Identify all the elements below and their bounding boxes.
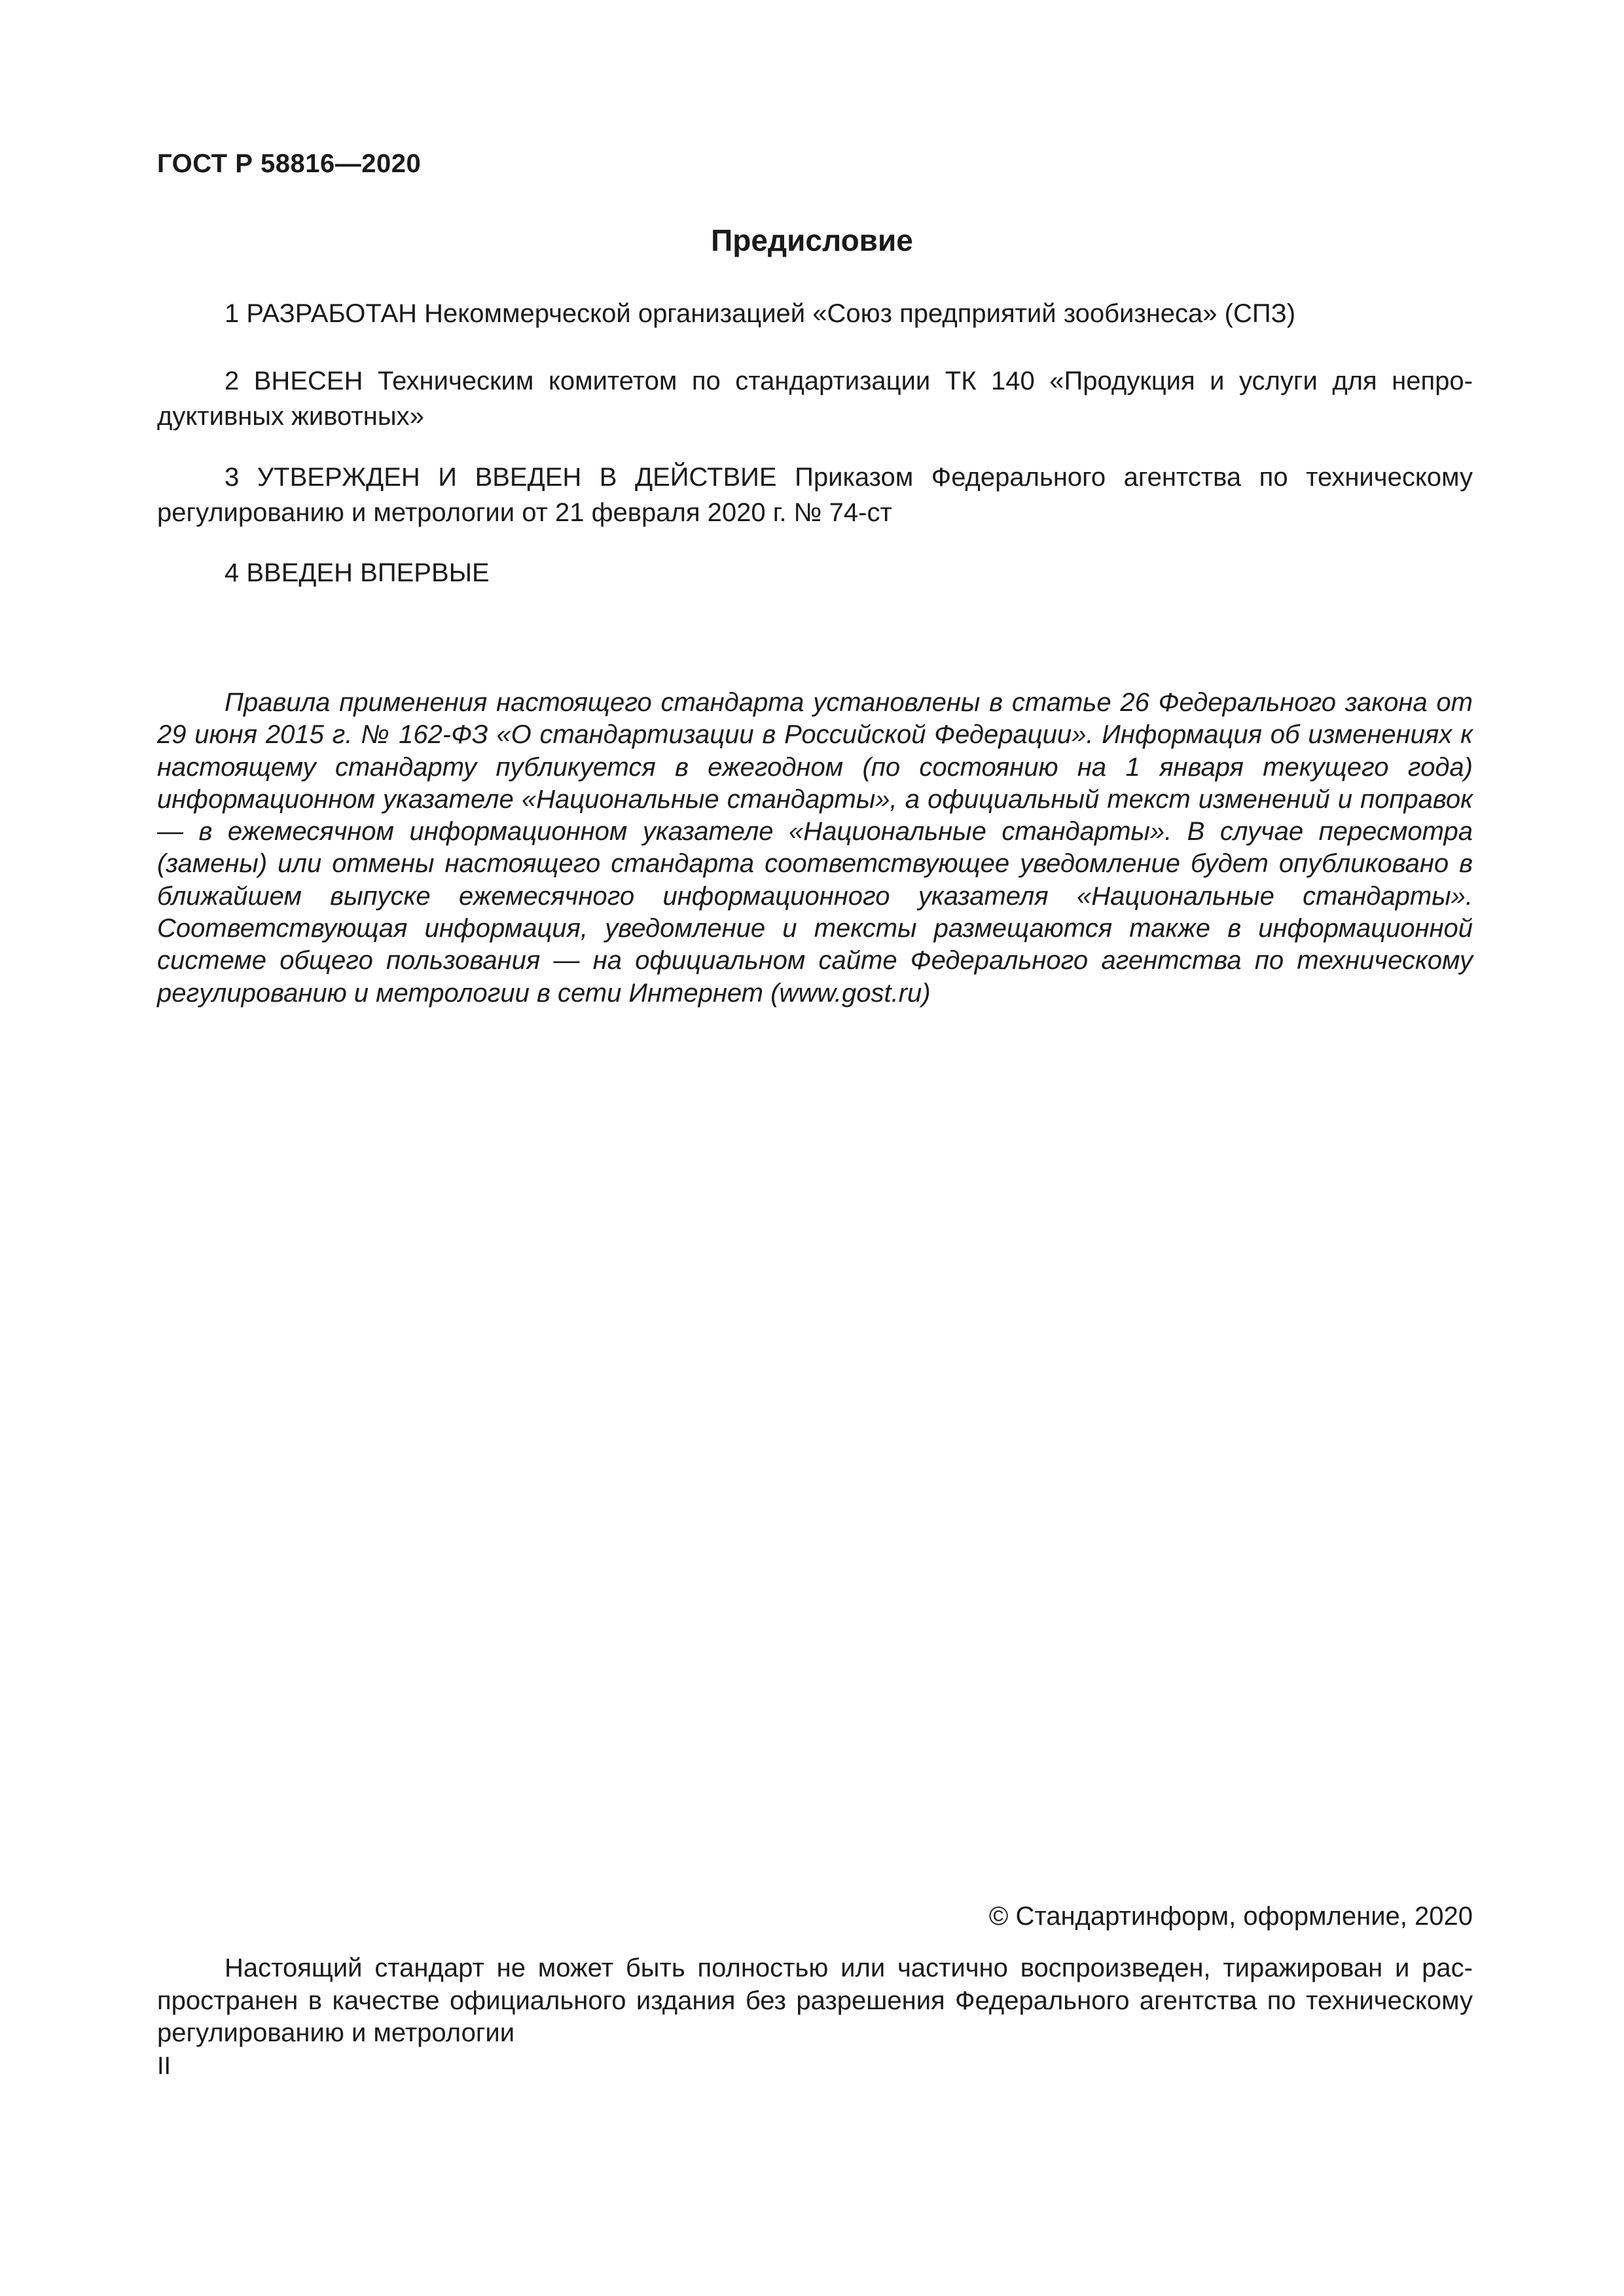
- reprint-restriction-notice: Настоящий стандарт не может быть полностью или частично воспроизведен, тиражирован и распространен в качестве официального издания без разрешения Федерального агентства по техническому регулированию и метрологии: [157, 1954, 1473, 2047]
- document-code: ГОСТ Р 58816—2020: [157, 149, 422, 178]
- foreword-item-1: 1 РАЗРАБОТАН Некоммерческой организацией «Союз предприятий зообизнеса» (СПЗ): [225, 299, 1296, 328]
- application-rules-notice: Правила применения настоящего стандарта установлены в статье 26 Федерального закона от 29 июня 2015 г. № 162-ФЗ «О стандартизации в Российской Федерации». Информация об изменениях к настоящему стандарту публикуется в ежегодном (по состоянию на 1 января текущего года) информационном указателе «Национальные стандарты», а официальный текст изменений и поправок — в ежемесячном информационном указателе «Национальные стандарты». В случае пересмотра (замены) или отмены настоящего стандарта соответствующее уведомление будет опубликовано в ближайшем выпуске ежемесячного информационного указателя «Национальные стандарты». Соответствующая информация, уведомление и тексты размещаются также в информационной системе общего пользования — на официальном сайте Федерального агентства по техническому регулированию и метрологии в сети Интернет (www.gost.ru): [157, 688, 1473, 1008]
- page-number: II: [157, 2052, 171, 2080]
- foreword-item-3: 3 УТВЕРЖДЕН И ВВЕДЕН В ДЕЙСТВИЕ Приказом Федерального агентства по техническому регулированию и метрологии от 21 февраля 2020 г. № 74-ст: [157, 463, 1473, 527]
- foreword-item-2: 2 ВНЕСЕН Техническим комитетом по стандартизации ТК 140 «Продукция и услуги для непродуктивных животных»: [157, 367, 1473, 431]
- copyright-line: © Стандартинформ, оформление, 2020: [988, 1902, 1473, 1931]
- page-title: Предисловие: [711, 223, 913, 257]
- foreword-item-4: 4 ВВЕДЕН ВПЕРВЫЕ: [225, 558, 490, 587]
